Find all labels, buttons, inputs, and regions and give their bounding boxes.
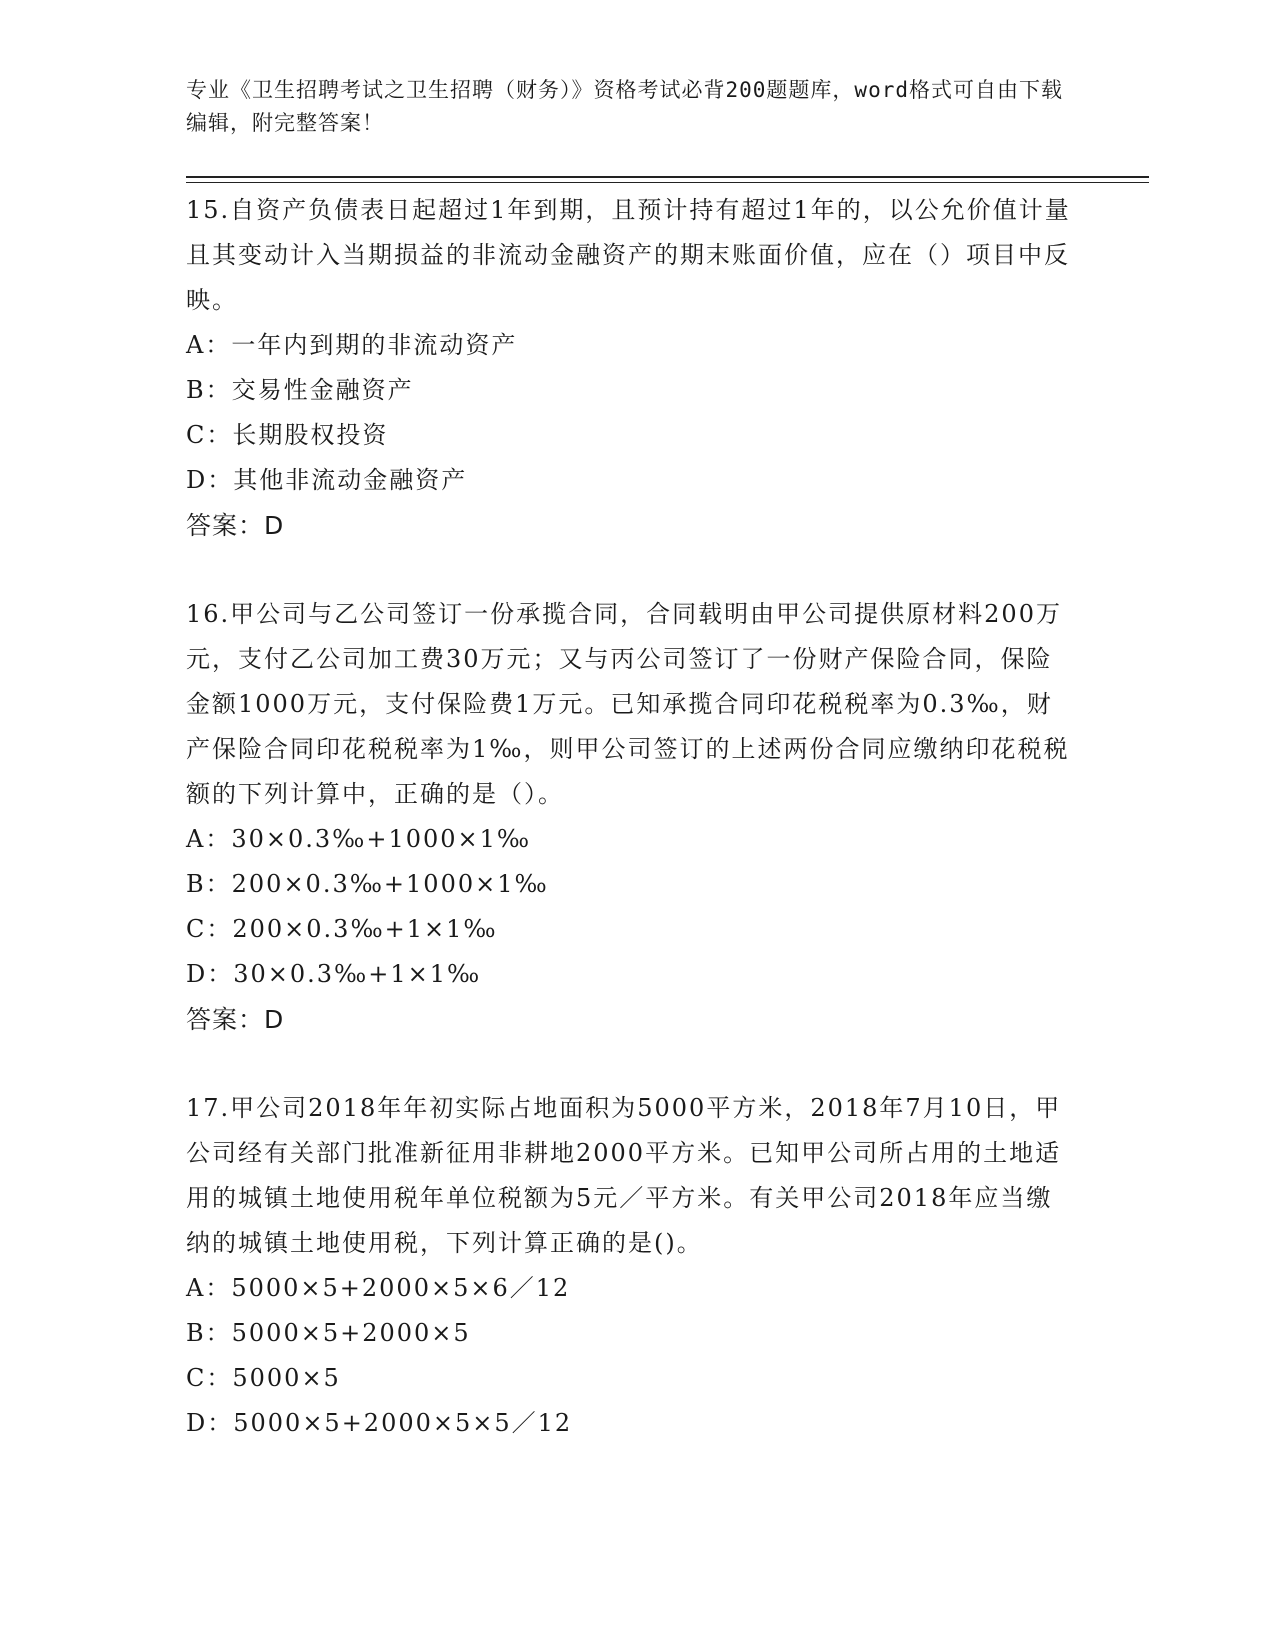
option-a: A：一年内到期的非流动资产 [186,331,518,359]
document-header: 专业《卫生招聘考试之卫生招聘（财务）》资格考试必背200题题库，word格式可自由下载编辑，附完整答案！ [186,78,1063,135]
question-list [186,188,1071,1490]
option-b: B：交易性金融资产 [186,376,414,404]
option-b: B：200×0.3‰+1000×1‰ [186,870,549,898]
header-divider-thin [186,182,1149,183]
question-stem: 16.甲公司与乙公司签订一份承揽合同，合同载明由甲公司提供原材料200万元，支付乙公司加工费30万元；又与丙公司签订了一份财产保险合同，保险金额1000万元，支付保险费1万元。已知承揽合同印花税税率为0.3‰，财产保险合同印花税税率为1‰，则甲公司签订的上述两份合同应缴纳印花税税额的下列计算中，正确的是（）。 [186,600,1070,808]
option-d: D：30×0.3‰+1×1‰ [186,960,482,988]
question-17 [186,1086,1071,1446]
option-a: A：5000×5+2000×5×6／12 [186,1274,571,1302]
option-c: C：长期股权投资 [186,421,389,449]
option-c: C：200×0.3‰+1×1‰ [186,915,498,943]
option-b: B：5000×5+2000×5 [186,1319,471,1347]
question-15 [186,188,1071,548]
option-c: C：5000×5 [186,1364,341,1392]
option-d: D：其他非流动金融资产 [186,466,468,494]
question-stem: 15.自资产负债表日起超过1年到期，且预计持有超过1年的，以公允价值计量且其变动计入当期损益的非流动金融资产的期末账面价值，应在（）项目中反映。 [186,196,1071,314]
answer: 答案：D [186,1005,285,1034]
option-d: D：5000×5+2000×5×5／12 [186,1409,573,1437]
answer: 答案：D [186,511,285,540]
question-stem: 17.甲公司2018年年初实际占地面积为5000平方米，2018年7月10日，甲公司经有关部门批准新征用非耕地2000平方米。已知甲公司所占用的土地适用的城镇土地使用税年单位税额为5元／平方米。有关甲公司2018年应当缴纳的城镇土地使用税，下列计算正确的是()。 [186,1094,1062,1257]
option-a: A：30×0.3‰+1000×1‰ [186,825,532,853]
question-16 [186,592,1071,1042]
header-divider-thick [186,176,1149,178]
